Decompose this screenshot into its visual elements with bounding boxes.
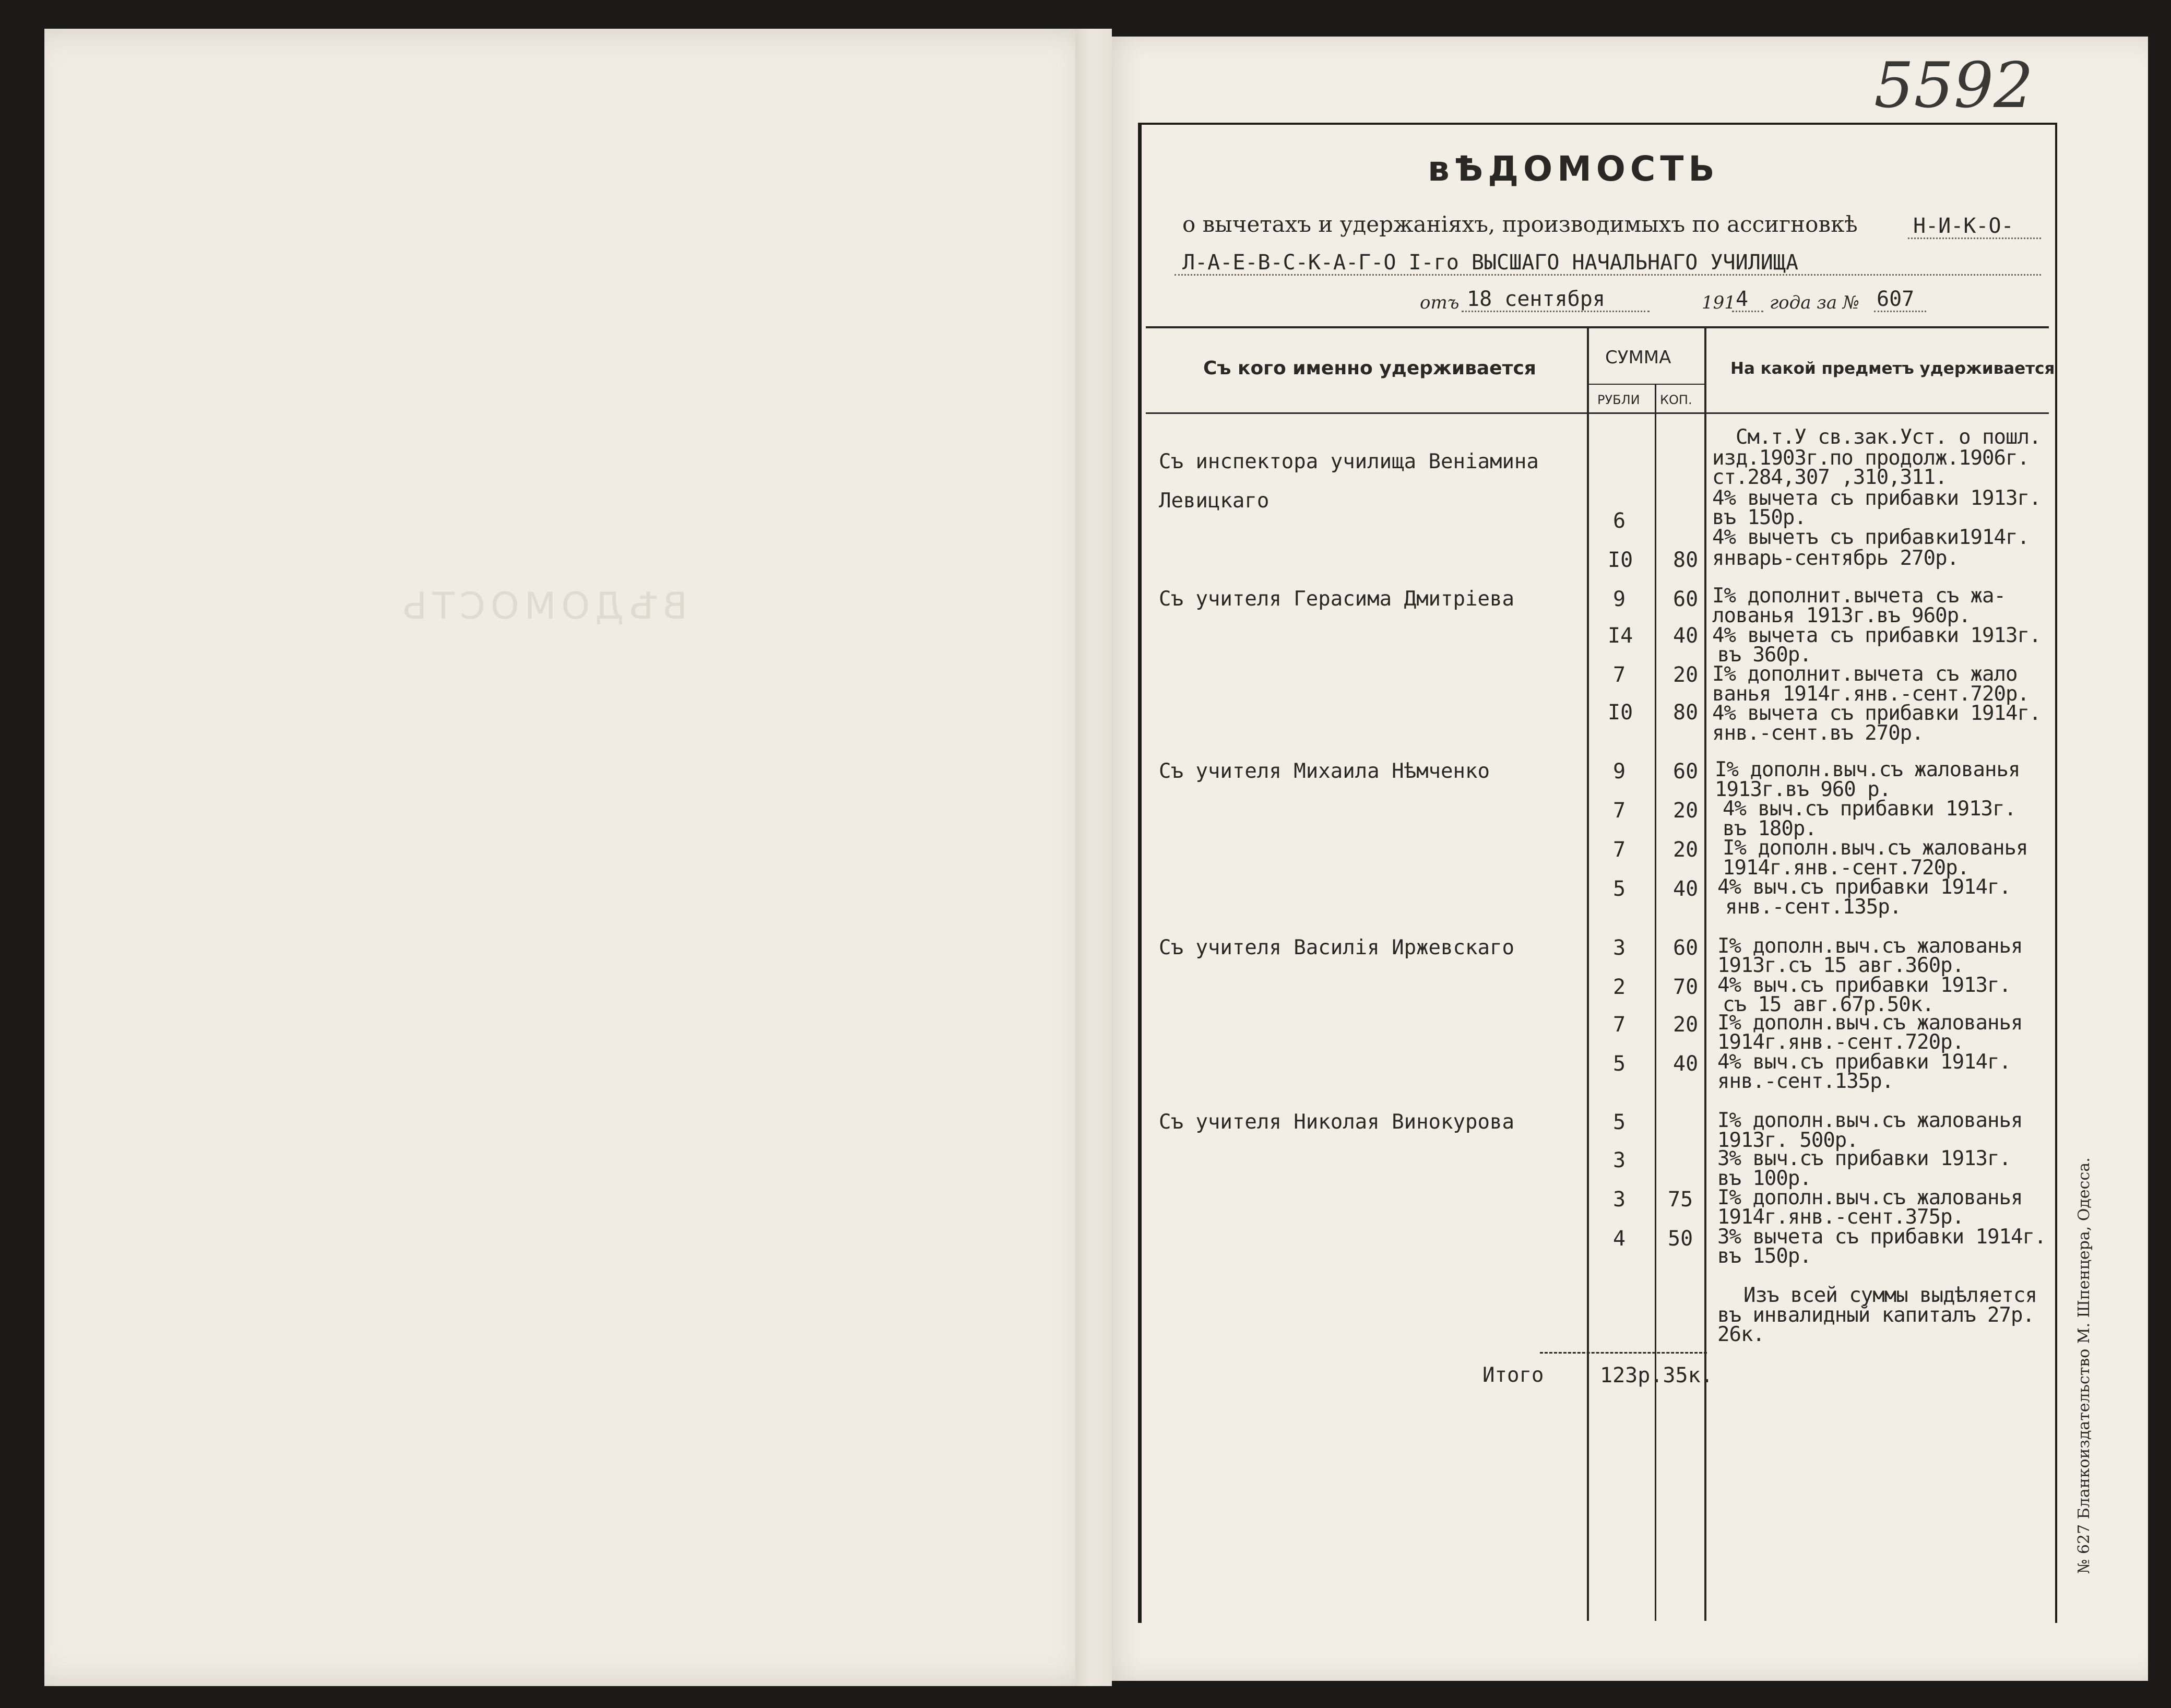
table-top-rule xyxy=(1146,326,2049,328)
rubles-cell: 6 xyxy=(1613,509,1626,533)
note-line: 4% выч.съ прибавки 1914г. xyxy=(1717,1050,2011,1074)
note-line: 3% выч.съ прибавки 1913г. xyxy=(1717,1147,2011,1170)
name-entry: Съ учителя Николая Винокурова xyxy=(1159,1110,1514,1134)
kopecks-cell: 60 xyxy=(1673,587,1699,611)
note-line: I% дополн.выч.съ жалованья xyxy=(1723,836,2028,860)
rubles-cell: 5 xyxy=(1613,1052,1626,1076)
note-line: въ инвалидный капиталъ 27р. xyxy=(1717,1303,2034,1327)
kopecks-cell: 80 xyxy=(1673,701,1699,725)
year-prefix: 191 xyxy=(1702,292,1736,313)
col-rule-kop xyxy=(1655,384,1656,1621)
note-line: янв.-сент.135р. xyxy=(1725,895,1902,919)
note-line: 4% вычета съ прибавки 1913г. xyxy=(1712,624,2041,647)
kopecks-cell: 40 xyxy=(1673,624,1699,648)
note-line: лованья 1913г.въ 960р. xyxy=(1712,604,1971,627)
institution-line2: Л-А-Е-В-С-К-А-Г-О I-го ВЫСШАГО НАЧАЛЬНАГО УЧИЛИЩА xyxy=(1182,251,1799,275)
col-header-subject: На какой предметъ удерживается xyxy=(1730,359,2055,378)
fill-line xyxy=(1175,274,2041,276)
document-number: 607 xyxy=(1877,287,1915,311)
kopecks-cell: 80 xyxy=(1673,548,1699,572)
note-line: 3% вычета съ прибавки 1914г. xyxy=(1717,1225,2046,1249)
col-rule-subject xyxy=(1704,326,1706,1621)
col-rule-who xyxy=(1587,326,1589,1621)
rubles-cell: 4 xyxy=(1613,1227,1626,1251)
kopecks-cell: 20 xyxy=(1673,1013,1699,1037)
rubles-cell: 3 xyxy=(1613,1148,1626,1172)
note-line: въ 180р. xyxy=(1723,817,1817,840)
printer-imprint: № 627 Бланкоиздательство М. Шпенцера, Одесса. xyxy=(2075,1157,2093,1574)
rubles-cell: 2 xyxy=(1613,975,1626,999)
handwritten-number: 5592 xyxy=(1874,50,2034,122)
note-line: съ 15 авг.67р.50к. xyxy=(1723,993,1934,1016)
date-value: 18 сентября xyxy=(1467,287,1605,311)
note-line: 4% выч.съ прибавки 1914г. xyxy=(1717,875,2011,899)
rubles-cell: 9 xyxy=(1613,760,1626,784)
kopecks-cell: 50 xyxy=(1668,1227,1693,1251)
table-header-rule xyxy=(1146,412,2049,414)
rubles-cell: 3 xyxy=(1613,936,1626,960)
note-line: 4% выч.съ прибавки 1913г. xyxy=(1723,797,2016,821)
note-line: въ 360р. xyxy=(1717,643,1811,667)
binding-fold xyxy=(1075,29,1112,1686)
note-line: I% дополн.выч.съ жалованья xyxy=(1717,934,2023,958)
rubles-cell: I0 xyxy=(1608,548,1633,572)
note-line: 4% вычета съ прибавки 1913г. xyxy=(1712,487,2041,510)
note-line: 4% выч.съ прибавки 1913г. xyxy=(1717,974,2011,997)
date-prefix: отъ xyxy=(1420,292,1460,313)
note-line: январь-сентябрь 270р. xyxy=(1712,547,1959,570)
rubles-cell: 7 xyxy=(1613,838,1626,862)
fill-line xyxy=(1732,311,1763,312)
kopecks-cell: 20 xyxy=(1673,799,1699,823)
kopecks-cell: 60 xyxy=(1673,936,1699,960)
note-line: I% дополн.выч.съ жалованья xyxy=(1715,758,2020,781)
note-line: 1914г.янв.-сент.375р. xyxy=(1717,1205,1964,1229)
note-line: I% дополн.выч.съ жалованья xyxy=(1717,1186,2023,1209)
note-line: I% дополнит.вычета съ жа- xyxy=(1712,584,2006,608)
note-line: I% дополнит.вычета съ жало xyxy=(1712,662,2018,686)
rubles-cell: I0 xyxy=(1608,701,1633,725)
total-dashed-rule xyxy=(1540,1352,1707,1354)
kopecks-cell: 60 xyxy=(1673,760,1699,784)
note-line: ст.284,307 ,310,311. xyxy=(1712,466,1947,489)
note-line: въ 150р. xyxy=(1712,506,1806,529)
rubles-cell: 3 xyxy=(1613,1188,1626,1212)
col-header-kop: КОП. xyxy=(1660,393,1692,407)
note-line: Изъ всей суммы выдѣляется xyxy=(1743,1284,2037,1307)
note-line: 1914г.янв.-сент.720р. xyxy=(1717,1030,1964,1054)
fill-line xyxy=(1874,311,1926,312)
rubles-cell: I4 xyxy=(1608,624,1633,648)
kopecks-cell: 20 xyxy=(1673,838,1699,862)
note-line: 4% вычета съ прибавки 1914г. xyxy=(1712,702,2041,725)
fill-line xyxy=(1908,238,2041,239)
note-line: въ 100р. xyxy=(1717,1167,1811,1190)
col-header-who: Съ кого именно удерживается xyxy=(1203,358,1536,379)
note-line: въ 150р. xyxy=(1717,1244,1811,1268)
note-line: I% дополн.выч.съ жалованья xyxy=(1717,1011,2023,1035)
rubles-cell: 7 xyxy=(1613,1013,1626,1037)
rubles-cell: 7 xyxy=(1613,799,1626,823)
note-line: ванья 1914г.янв.-сент.720р. xyxy=(1712,682,2029,706)
total-value: 123р.35к. xyxy=(1600,1363,1713,1387)
note-line: I% дополн.выч.съ жалованья xyxy=(1717,1109,2023,1132)
show-through: ВѢДОМОСТЬ xyxy=(397,585,687,627)
col-header-sum: СУММА xyxy=(1605,347,1671,368)
fill-line xyxy=(1462,311,1650,312)
name-entry: Съ инспектора училища Веніамина xyxy=(1159,450,1539,473)
note-line: 1913г.въ 960 р. xyxy=(1715,778,1891,801)
note-line: янв.-сент.135р. xyxy=(1717,1070,1894,1093)
left-page xyxy=(44,29,1101,1686)
note-line: янв.-сент.въ 270р. xyxy=(1712,721,1924,745)
note-line: 1914г.янв.-сент.720р. xyxy=(1723,856,1970,880)
note-line: См.т.У св.зак.Уст. о пошл. xyxy=(1736,425,2041,449)
rubles-cell: 9 xyxy=(1613,587,1626,611)
kopecks-cell: 40 xyxy=(1673,1052,1699,1076)
document-title: вѢДОМОСТЬ xyxy=(1428,149,1719,189)
year-suffix: года за № xyxy=(1770,292,1860,313)
rubles-cell: 5 xyxy=(1613,877,1626,901)
name-entry: Съ учителя Михаила Нѣмченко xyxy=(1159,760,1490,783)
note-line: изд.1903г.по продолж.1906г. xyxy=(1712,446,2029,470)
rubles-cell: 5 xyxy=(1613,1110,1626,1134)
institution-line1: Н-И-К-О- xyxy=(1913,214,2014,238)
kopecks-cell: 40 xyxy=(1673,877,1699,901)
col-header-rub: РУБЛИ xyxy=(1597,393,1640,407)
sum-subheader-rule xyxy=(1587,384,1706,385)
kopecks-cell: 70 xyxy=(1673,975,1699,999)
rubles-cell: 7 xyxy=(1613,663,1626,687)
kopecks-cell: 20 xyxy=(1673,663,1699,687)
name-entry: Съ учителя Василія Иржевскаго xyxy=(1159,936,1514,959)
total-label: Итого xyxy=(1482,1363,1544,1387)
note-line: 4% вычетъ съ прибавки1914г. xyxy=(1712,526,2029,549)
note-line: 1913г.съ 15 авг.360р. xyxy=(1717,954,1964,977)
subtitle-prefix: о вычетахъ и удержаніяхъ, производимыхъ по ассигновкѣ xyxy=(1182,211,1858,237)
note-line: 1913г. 500р. xyxy=(1717,1129,1858,1152)
year-value: 4 xyxy=(1736,287,1749,311)
kopecks-cell: 75 xyxy=(1668,1188,1693,1212)
name-entry: Левицкаго xyxy=(1159,489,1270,513)
name-entry: Съ учителя Герасима Дмитріева xyxy=(1159,587,1514,611)
note-line: 26к. xyxy=(1717,1323,1764,1346)
